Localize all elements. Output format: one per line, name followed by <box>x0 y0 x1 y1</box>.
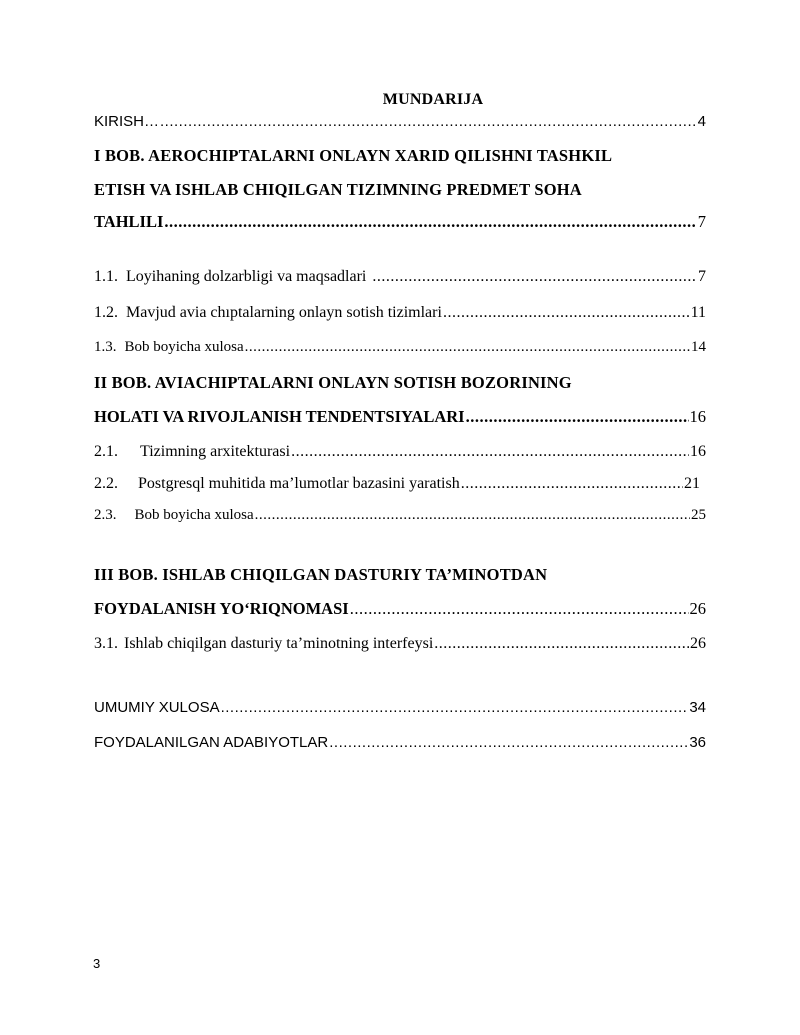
toc-entry-conclusion[interactable] <box>94 699 706 716</box>
toc-leader-dots <box>466 407 689 427</box>
toc-leader-dots <box>434 635 689 653</box>
page-number: 3 <box>93 956 101 971</box>
toc-section-number: 2.1. <box>94 443 118 460</box>
toc-section-number: 2.3. <box>94 507 117 523</box>
toc-page-number: 26 <box>689 599 706 618</box>
toc-page-number: 16 <box>690 443 706 460</box>
toc-page-number: 14 <box>691 339 706 355</box>
toc-label: FOYDALANILGAN ADABIYOTLAR <box>94 734 329 751</box>
toc-label: KIRISH… <box>94 113 160 130</box>
toc-entry-chapter-1[interactable] <box>94 212 706 232</box>
toc-leader-dots <box>221 699 689 716</box>
toc-entry-kirish[interactable] <box>94 113 706 130</box>
toc-page-number: 34 <box>689 699 706 716</box>
toc-entry-1-1[interactable] <box>94 268 706 286</box>
toc-label: Bob boyicha xulosa <box>134 507 254 523</box>
toc-page-number: 4 <box>697 113 706 130</box>
toc-page-number: 26 <box>690 635 706 652</box>
toc-entry-1-2[interactable] <box>94 304 706 322</box>
toc-label: FOYDALANISH YO‘RIQNOMASI <box>94 599 349 618</box>
page-title: MUNDARIJA <box>382 91 484 108</box>
toc-entry-references[interactable] <box>94 734 706 751</box>
toc-entry-2-2[interactable] <box>94 475 706 493</box>
toc-section-number: 1.1. <box>94 268 118 285</box>
toc-entry-chapter-3[interactable] <box>94 599 706 619</box>
chapter-3-title-line-1[interactable]: III BOB. ISHLAB CHIQILGAN DASTURIY TA’MINOTDAN <box>94 565 548 584</box>
toc-leader-dots <box>329 734 688 751</box>
toc-section-number: 1.3. <box>94 339 117 355</box>
toc-label: Ishlab chiqilgan dasturiy ta’minotning interfeysi <box>124 635 434 652</box>
toc-entry-1-3[interactable] <box>94 339 706 356</box>
toc-label: Postgresql muhitida ma’lumotlar bazasini yaratish <box>138 475 460 492</box>
toc-page-number: 11 <box>690 304 706 321</box>
toc-section-number: 1.2. <box>94 304 118 321</box>
toc-leader-dots <box>164 212 696 232</box>
toc-leader-dots <box>443 304 690 322</box>
toc-leader-dots <box>350 599 689 619</box>
toc-label: Tizimning arxitekturasi <box>140 443 291 460</box>
toc-page-number: 7 <box>697 212 706 231</box>
toc-leader-dots <box>255 507 690 524</box>
toc-section-number: 2.2. <box>94 475 118 492</box>
toc-leader-dots <box>461 475 683 493</box>
toc-entry-3-1[interactable] <box>94 635 706 653</box>
toc-page-number: 7 <box>698 268 706 285</box>
toc-label: TAHLILI <box>94 212 164 231</box>
toc-leader-dots <box>160 113 697 130</box>
toc-label: Mavjud avia chıptalarning onlayn sotish tizimlari <box>126 304 442 321</box>
toc-label: HOLATI VA RIVOJLANISH TENDENTSIYALARI <box>94 407 465 426</box>
toc-entry-2-3[interactable] <box>94 507 706 524</box>
toc-leader-dots <box>291 443 689 461</box>
toc-entry-2-1[interactable] <box>94 443 706 461</box>
toc-page-number: 36 <box>689 734 706 751</box>
chapter-1-title-line-2[interactable]: ETISH VA ISHLAB CHIQILGAN TIZIMNING PREDMET SOHA <box>94 180 582 199</box>
toc-label: Bob boyicha xulosa <box>124 339 244 355</box>
toc-page-number: 16 <box>689 407 706 426</box>
toc-label: Loyihaning dolzarbligi va maqsadlari <box>126 268 367 285</box>
toc-page-number: 21 <box>684 475 700 492</box>
toc-page-number: 25 <box>691 507 706 523</box>
chapter-2-title-line-1[interactable]: II BOB. AVIACHIPTALARNI ONLAYN SOTISH BOZORINING <box>94 373 572 392</box>
toc-section-number: 3.1. <box>94 635 118 652</box>
toc-label: UMUMIY XULOSA <box>94 699 220 716</box>
toc-entry-chapter-2[interactable] <box>94 407 706 427</box>
toc-leader-dots <box>372 268 697 286</box>
chapter-1-title-line-1[interactable]: I BOB. AEROCHIPTALARNI ONLAYN XARID QILISHNI TASHKIL <box>94 146 613 165</box>
toc-leader-dots <box>245 339 690 356</box>
